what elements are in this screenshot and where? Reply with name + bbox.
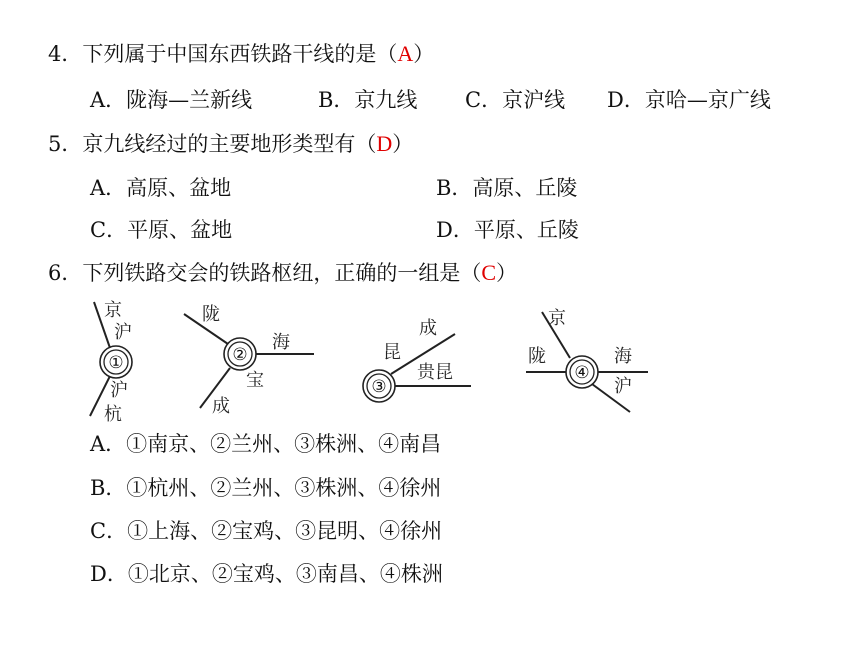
question-4-close: ） xyxy=(413,42,435,66)
junction-diagram-3 xyxy=(355,310,475,410)
junction-diagram-1 xyxy=(80,296,160,426)
question-6-option-b: B．①杭州、②兰州、③株洲、④徐州 xyxy=(90,476,442,500)
junction-2-label-2: 海 xyxy=(272,332,290,353)
question-5-option-a: A．高原、盆地 xyxy=(90,176,232,200)
junction-1-number: ① xyxy=(108,353,124,373)
junction-1-label-1: 京 xyxy=(104,300,122,321)
question-6-option-c: C．①上海、②宝鸡、③昆明、④徐州 xyxy=(90,519,443,543)
question-6-answer: C xyxy=(481,260,497,285)
junction-4-label-1: 京 xyxy=(548,308,566,329)
junction-1-svg xyxy=(80,296,160,426)
junction-4-label-3: 海 xyxy=(614,346,632,367)
question-4-option-c: C．京沪线 xyxy=(465,88,566,112)
junction-4-svg xyxy=(520,300,655,420)
junction-diagram-4 xyxy=(520,300,655,420)
junction-3-label-2: 昆 xyxy=(383,342,401,363)
question-5-text: 5．京九线经过的主要地形类型有（ xyxy=(48,132,377,156)
question-5-option-b: B．高原、丘陵 xyxy=(436,176,578,200)
junction-4-number: ④ xyxy=(574,363,590,383)
question-5-stem xyxy=(48,130,413,158)
question-5-option-d: D．平原、丘陵 xyxy=(436,218,579,242)
question-4-answer: A xyxy=(397,41,414,66)
junction-2-svg xyxy=(178,296,318,421)
junction-3-number: ③ xyxy=(371,377,387,397)
junction-3-svg xyxy=(355,310,475,410)
junction-1-label-2: 沪 xyxy=(114,322,132,343)
question-4-option-b: B．京九线 xyxy=(318,88,418,112)
question-4-option-a: A．陇海—兰新线 xyxy=(90,88,253,112)
question-4-option-d: D．京哈—京广线 xyxy=(607,88,771,112)
question-6-option-a: A．①南京、②兰州、③株洲、④南昌 xyxy=(90,432,442,456)
question-6-stem xyxy=(48,259,517,287)
junction-diagram-2 xyxy=(178,296,318,421)
junction-2-label-4: 成 xyxy=(212,396,230,417)
junction-3-label-3: 贵昆 xyxy=(417,362,453,383)
junction-2-label-3: 宝 xyxy=(246,370,264,391)
question-4-stem xyxy=(48,40,434,68)
question-6-option-d: D．①北京、②宝鸡、③南昌、④株洲 xyxy=(90,562,443,586)
junction-3-label-1: 成 xyxy=(419,318,437,339)
question-6-text: 6．下列铁路交会的铁路枢纽，正确的一组是（ xyxy=(48,261,482,285)
junction-4-label-4: 沪 xyxy=(614,376,632,397)
question-5-answer: D xyxy=(376,131,393,156)
question-6-close: ） xyxy=(496,261,518,285)
junction-2-number: ② xyxy=(232,345,248,365)
junction-1-label-4: 杭 xyxy=(104,404,122,425)
junction-4-label-2: 陇 xyxy=(528,346,546,367)
junction-1-label-3: 沪 xyxy=(110,380,128,401)
question-4-text: 4．下列属于中国东西铁路干线的是（ xyxy=(48,42,398,66)
junction-2-label-1: 陇 xyxy=(202,304,220,325)
question-5-close: ） xyxy=(392,132,414,156)
question-5-option-c: C．平原、盆地 xyxy=(90,218,233,242)
